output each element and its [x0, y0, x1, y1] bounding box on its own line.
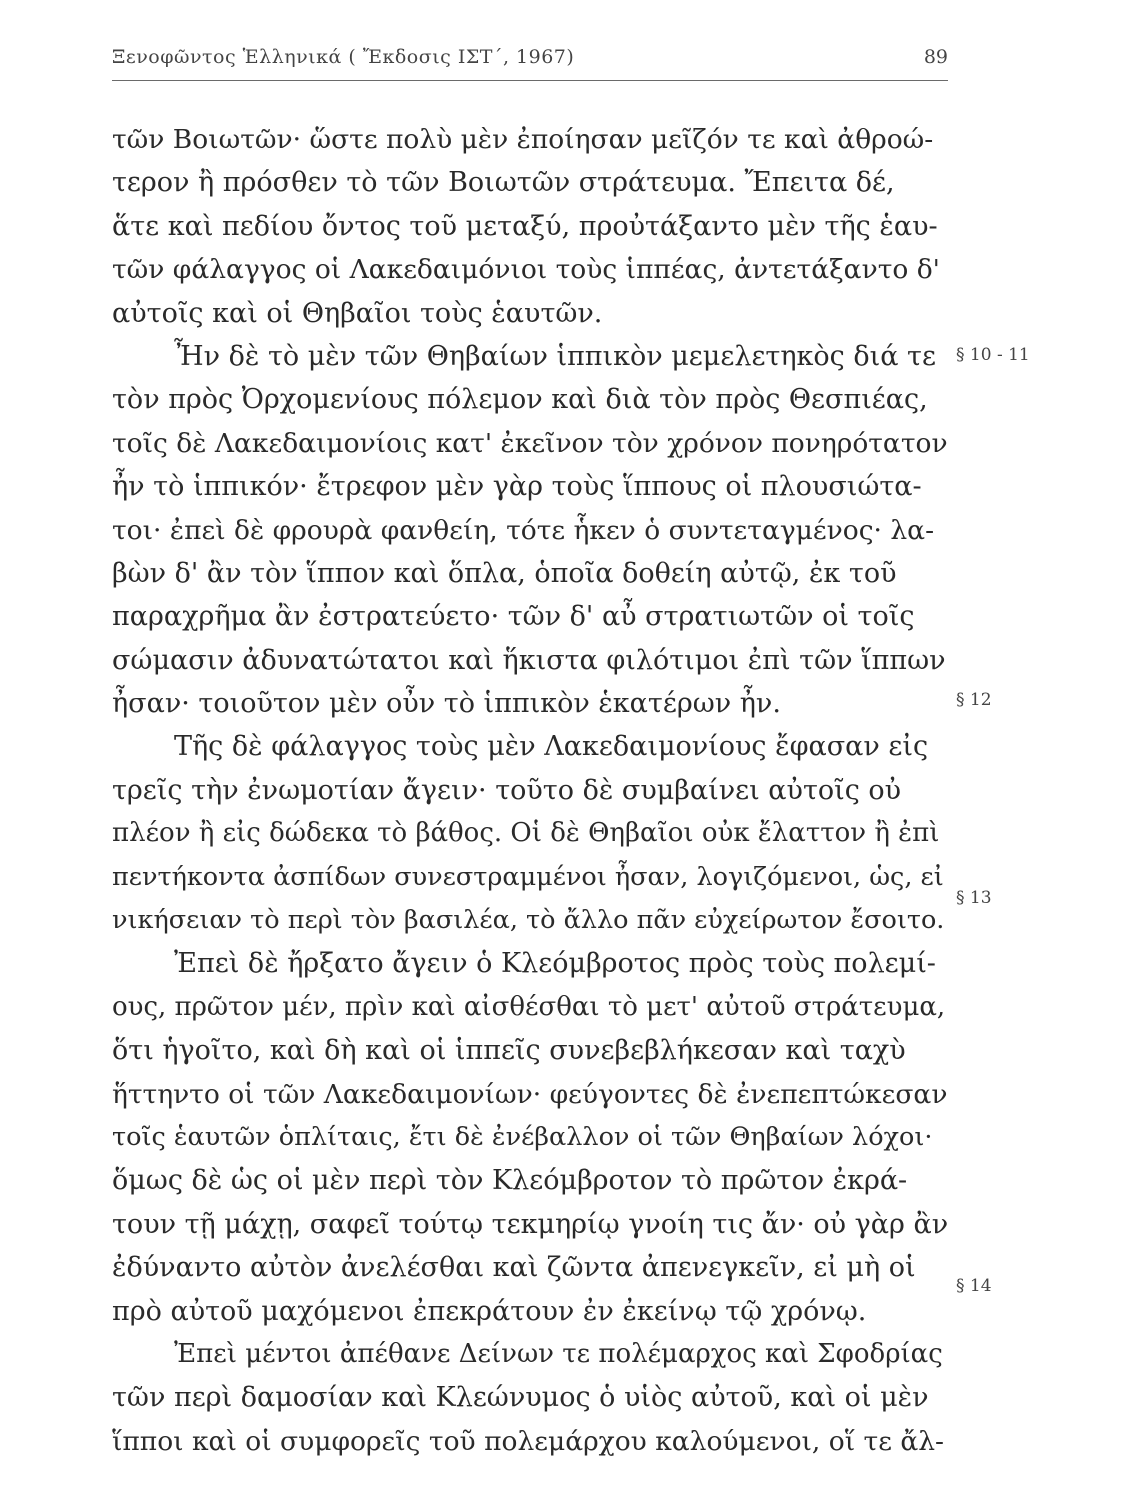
text-line: πλέον ἢ εἰς δώδεκα τὸ βάθος. Οἱ δὲ Θηβαῖοι οὐκ ἔλαττον ἢ ἐπὶ [112, 818, 940, 849]
text-line: ἐδύναντο αὐτὸν ἀνελέσθαι καὶ ζῶντα ἀπενεγκεῖν, εἰ μὴ οἱ [112, 1252, 916, 1284]
section-marker: § 14 [956, 1276, 992, 1296]
text-line: ἦσαν· τοιοῦτον μὲν οὖν τὸ ἱππικὸν ἑκατέρων ἦν. [112, 688, 781, 720]
text-line: ους, πρῶτον μέν, πρὶν καὶ αἰσθέσθαι τὸ μετ' αὐτοῦ στράτευμα, [112, 991, 946, 1022]
text-line: βὼν δ' ἂν τὸν ἵππον καὶ ὅπλα, ὁποῖα δοθείη αὐτῷ, ἐκ τοῦ [112, 557, 897, 589]
text-line: ἵπποι καὶ οἱ συμφορεῖς τοῦ πολεμάρχου καλούμενοι, οἵ τε ἄλ- [112, 1425, 945, 1457]
text-line: πρὸ αὐτοῦ μαχόμενοι ἐπεκράτουν ἐν ἐκείνῳ τῷ χρόνῳ. [112, 1295, 867, 1327]
text-line: ἦν τὸ ἱππικόν· ἔτρεφον μὲν γὰρ τοὺς ἵππους οἱ πλουσιώτα- [112, 471, 922, 503]
text-line: Ἐπεὶ δὲ ἤρξατο ἄγειν ὁ Κλεόμβροτος πρὸς τοὺς πολεμί- [174, 948, 936, 980]
section-marker: § 10 - 11 [956, 345, 1030, 365]
text-line: Τῆς δὲ φάλαγγος τοὺς μὲν Λακεδαιμονίους ἔφασαν εἰς [174, 731, 929, 763]
text-line: ἥττηντο οἱ τῶν Λακεδαιμονίων· φεύγοντες δὲ ἐνεπεπτώκεσαν [112, 1078, 948, 1110]
text-line: Ἦν δὲ τὸ μὲν τῶν Θηβαίων ἱππικὸν μεμελετηκὸς διά τε [174, 340, 936, 372]
text-line: σώμασιν ἀδυνατώτατοι καὶ ἥκιστα φιλότιμοι ἐπὶ τῶν ἵππων [112, 644, 946, 676]
text-line: ὅτι ἡγοῖτο, καὶ δὴ καὶ οἱ ἱππεῖς συνεβεβλήκεσαν καὶ ταχὺ [112, 1035, 906, 1067]
text-line: τοι· ἐπεὶ δὲ φρουρὰ φανθείη, τότε ἧκεν ὁ συντεταγμένος· λα- [112, 514, 935, 546]
main-text [112, 118, 948, 1463]
text-line: τρεῖς τὴν ἐνωμοτίαν ἄγειν· τοῦτο δὲ συμβαίνει αὐτοῖς οὐ [112, 774, 902, 806]
text-line: αὐτοῖς καὶ οἱ Θηβαῖοι τοὺς ἑαυτῶν. [112, 297, 603, 329]
section-marker: § 13 [956, 888, 992, 908]
text-line: πεντήκοντα ἀσπίδων συνεστραμμένοι ἦσαν, λογιζόμενοι, ὡς, εἰ [112, 861, 944, 892]
text-line: τοῖς δὲ Λακεδαιμονίοις κατ' ἐκεῖνον τὸν χρόνον πονηρότατον [112, 427, 948, 459]
text-line: τουν τῇ μάχῃ, σαφεῖ τούτῳ τεκμηρίῳ γνοίη τις ἄν· οὐ γὰρ ἂν [112, 1208, 949, 1240]
text-line: ὅμως δὲ ὡς οἱ μὲν περὶ τὸν Κλεόμβροτον τὸ πρῶτον ἐκρά- [112, 1165, 908, 1197]
running-head [112, 40, 948, 80]
header-rule [112, 80, 948, 81]
text-line: νικήσειαν τὸ περὶ τὸν βασιλέα, τὸ ἄλλο πᾶν εὐχείρωτον ἔσοιτο. [112, 905, 945, 936]
text-line: τερον ἢ πρόσθεν τὸ τῶν Βοιωτῶν στράτευμα. Ἔπειτα δέ, [112, 167, 895, 199]
page-number: 89 [923, 46, 948, 68]
text-line: τῶν Βοιωτῶν· ὥστε πολὺ μὲν ἐποίησαν μεῖζόν τε καὶ ἀθροώ- [112, 124, 934, 155]
text-line: τὸν πρὸς Ὀρχομενίους πόλεμον καὶ διὰ τὸν πρὸς Θεσπιέας, [112, 384, 928, 416]
text-line: τῶν περὶ δαμοσίαν καὶ Κλεώνυμος ὁ υἱὸς αὐτοῦ, καὶ οἱ μὲν [112, 1382, 929, 1414]
section-marker: § 12 [956, 690, 992, 710]
text-line: Ἐπεὶ μέντοι ἀπέθανε Δείνων τε πολέμαρχος καὶ Σφοδρίας [174, 1338, 943, 1369]
text-line: τῶν φάλαγγος οἱ Λακεδαιμόνιοι τοὺς ἱππέας, ἀντετάξαντο δ' [112, 254, 940, 286]
running-head-title: Ξενοφῶντος Ἑλληνικά ( Ἔκδοσις ΙΣΤ΄, 1967) [112, 46, 575, 68]
text-line: τοῖς ἑαυτῶν ὁπλίταις, ἔτι δὲ ἐνέβαλλον οἱ τῶν Θηβαίων λόχοι· [112, 1121, 933, 1152]
text-line: παραχρῆμα ἂν ἐστρατεύετο· τῶν δ' αὖ στρατιωτῶν οἱ τοῖς [112, 601, 915, 633]
text-line: ἅτε καὶ πεδίου ὄντος τοῦ μεταξύ, προὐτάξαντο μὲν τῆς ἑαυ- [112, 210, 938, 242]
